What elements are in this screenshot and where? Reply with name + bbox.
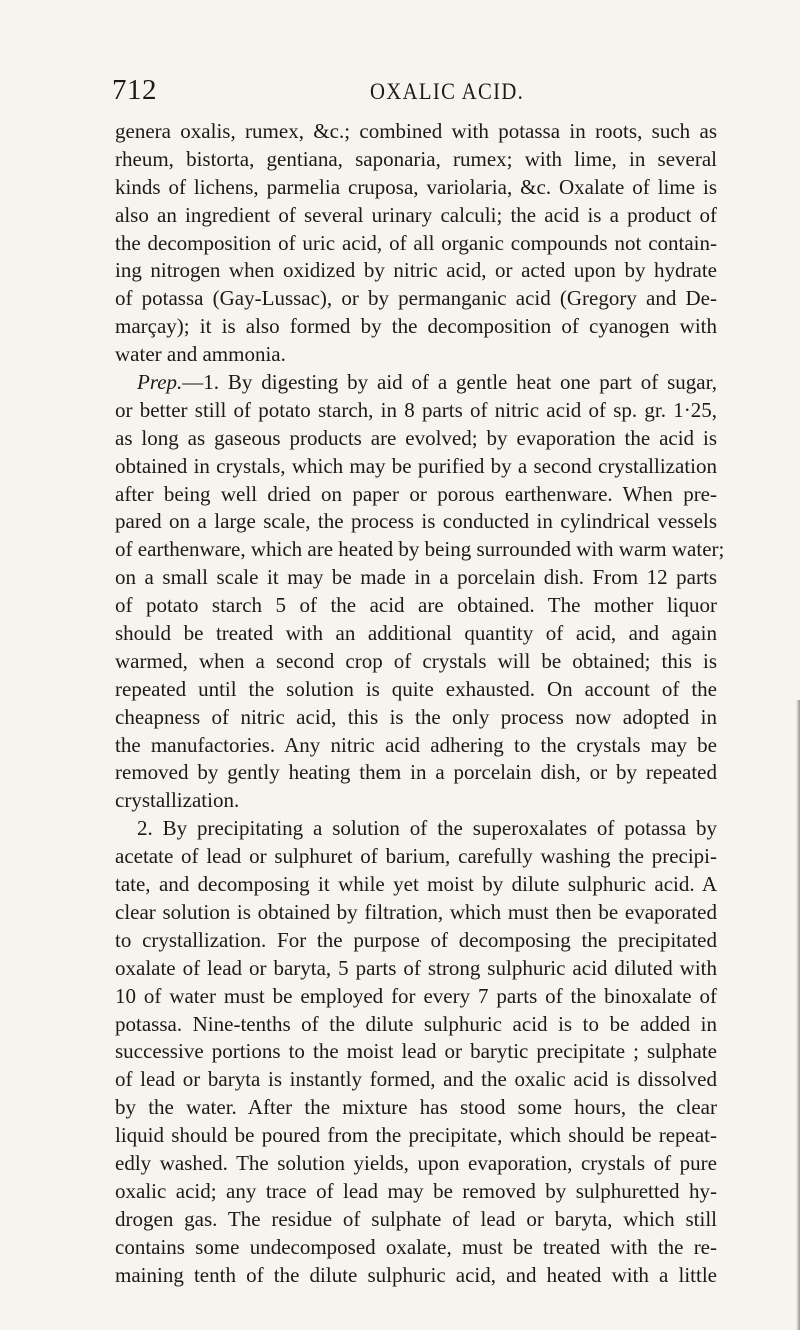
text-line: warmed, when a second crop of crystals will be obtained; this is (115, 648, 717, 673)
text-line: clear solution is obtained by filtration, which must then be evaporated (115, 899, 717, 924)
text-line: ing nitrogen when oxidized by nitric acid, or acted upon by hydrate (115, 258, 717, 283)
text-line: of lead or baryta is instantly formed, and the oxalic acid is dissolved (115, 1067, 717, 1092)
prep-label: Prep. (137, 370, 183, 395)
text-line: pared on a large scale, the process is conducted in cylindrical vessels (115, 509, 717, 534)
body-text (115, 118, 725, 1289)
text-line: or better still of potato starch, in 8 parts of nitric acid of sp. gr. 1·25, (115, 397, 717, 422)
text-line: should be treated with an additional quantity of acid, and again (115, 621, 717, 646)
text-line: water and ammonia. (115, 342, 286, 367)
text-line: the manufactories. Any nitric acid adhering to the crystals may be (115, 732, 717, 757)
text-line: of earthenware, which are heated by being surrounded with warm water; (115, 537, 725, 562)
text-line: 2. By precipitating a solution of the superoxalates of potassa by (137, 816, 717, 841)
text-line: as long as gaseous products are evolved; by evaporation the acid is (115, 425, 717, 450)
text-line: rheum, bistorta, gentiana, saponaria, rumex; with lime, in several (115, 146, 717, 171)
text-line: on a small scale it may be made in a porcelain dish. From 12 parts (115, 565, 717, 590)
text-line: oxalate of lead or baryta, 5 parts of strong sulphuric acid diluted with (115, 955, 717, 980)
text-line: removed by gently heating them in a porcelain dish, or by repeated (115, 760, 717, 785)
text-line: crystallization. (115, 788, 240, 813)
text-line: of potato starch 5 of the acid are obtained. The mother liquor (115, 593, 717, 618)
text-line: oxalic acid; any trace of lead may be removed by sulphuretted hy- (115, 1178, 717, 1203)
page-edge-shadow (796, 700, 800, 1330)
text-line: to crystallization. For the purpose of decomposing the precipitated (115, 927, 717, 952)
text-line: after being well dried on paper or porous earthenware. When pre- (115, 481, 717, 506)
text-line: liquid should be poured from the precipitate, which should be repeat- (115, 1123, 717, 1148)
text-line: drogen gas. The residue of sulphate of lead or baryta, which still (115, 1206, 717, 1231)
text-line: contains some undecomposed oxalate, must be treated with the re- (115, 1234, 717, 1259)
text-line: cheapness of nitric acid, this is the only process now adopted in (115, 704, 717, 729)
text-line: repeated until the solution is quite exhausted. On account of the (115, 676, 717, 701)
page-header (112, 72, 712, 108)
text-line: genera oxalis, rumex, &c.; combined with potassa in roots, such as (115, 119, 717, 143)
page-number: 712 (112, 74, 157, 106)
text-line: maining tenth of the dilute sulphuric acid, and heated with a little (115, 1262, 717, 1287)
text-line: 10 of water must be employed for every 7 parts of the binoxalate of (115, 983, 717, 1008)
text-line: kinds of lichens, parmelia cruposa, variolaria, &c. Oxalate of lime is (115, 174, 717, 199)
text-line: potassa. Nine-tenths of the dilute sulphuric acid is to be added in (115, 1011, 717, 1036)
text-line: obtained in crystals, which may be purified by a second crystallization (115, 453, 717, 478)
text-line: the decomposition of uric acid, of all organic compounds not contain- (115, 230, 717, 255)
running-head: OXALIC ACID. (370, 79, 525, 104)
text-line: edly washed. The solution yields, upon evaporation, crystals of pure (115, 1150, 717, 1175)
text-line: of potassa (Gay-Lussac), or by permanganic acid (Gregory and De- (115, 286, 717, 311)
prep-line (115, 369, 717, 397)
text-line: by the water. After the mixture has stood some hours, the clear (115, 1095, 717, 1120)
text-line: also an ingredient of several urinary calculi; the acid is a product of (115, 202, 717, 227)
text-line: marçay); it is also formed by the decomposition of cyanogen with (115, 314, 717, 339)
text-line: tate, and decomposing it while yet moist by dilute sulphuric acid. A (115, 872, 717, 897)
text-line: successive portions to the moist lead or barytic precipitate ; sulphate (115, 1039, 717, 1064)
prep-text: —1. By digesting by aid of a gentle heat one part of sugar, (182, 370, 717, 395)
text-line: acetate of lead or sulphuret of barium, carefully washing the precipi- (115, 844, 717, 869)
